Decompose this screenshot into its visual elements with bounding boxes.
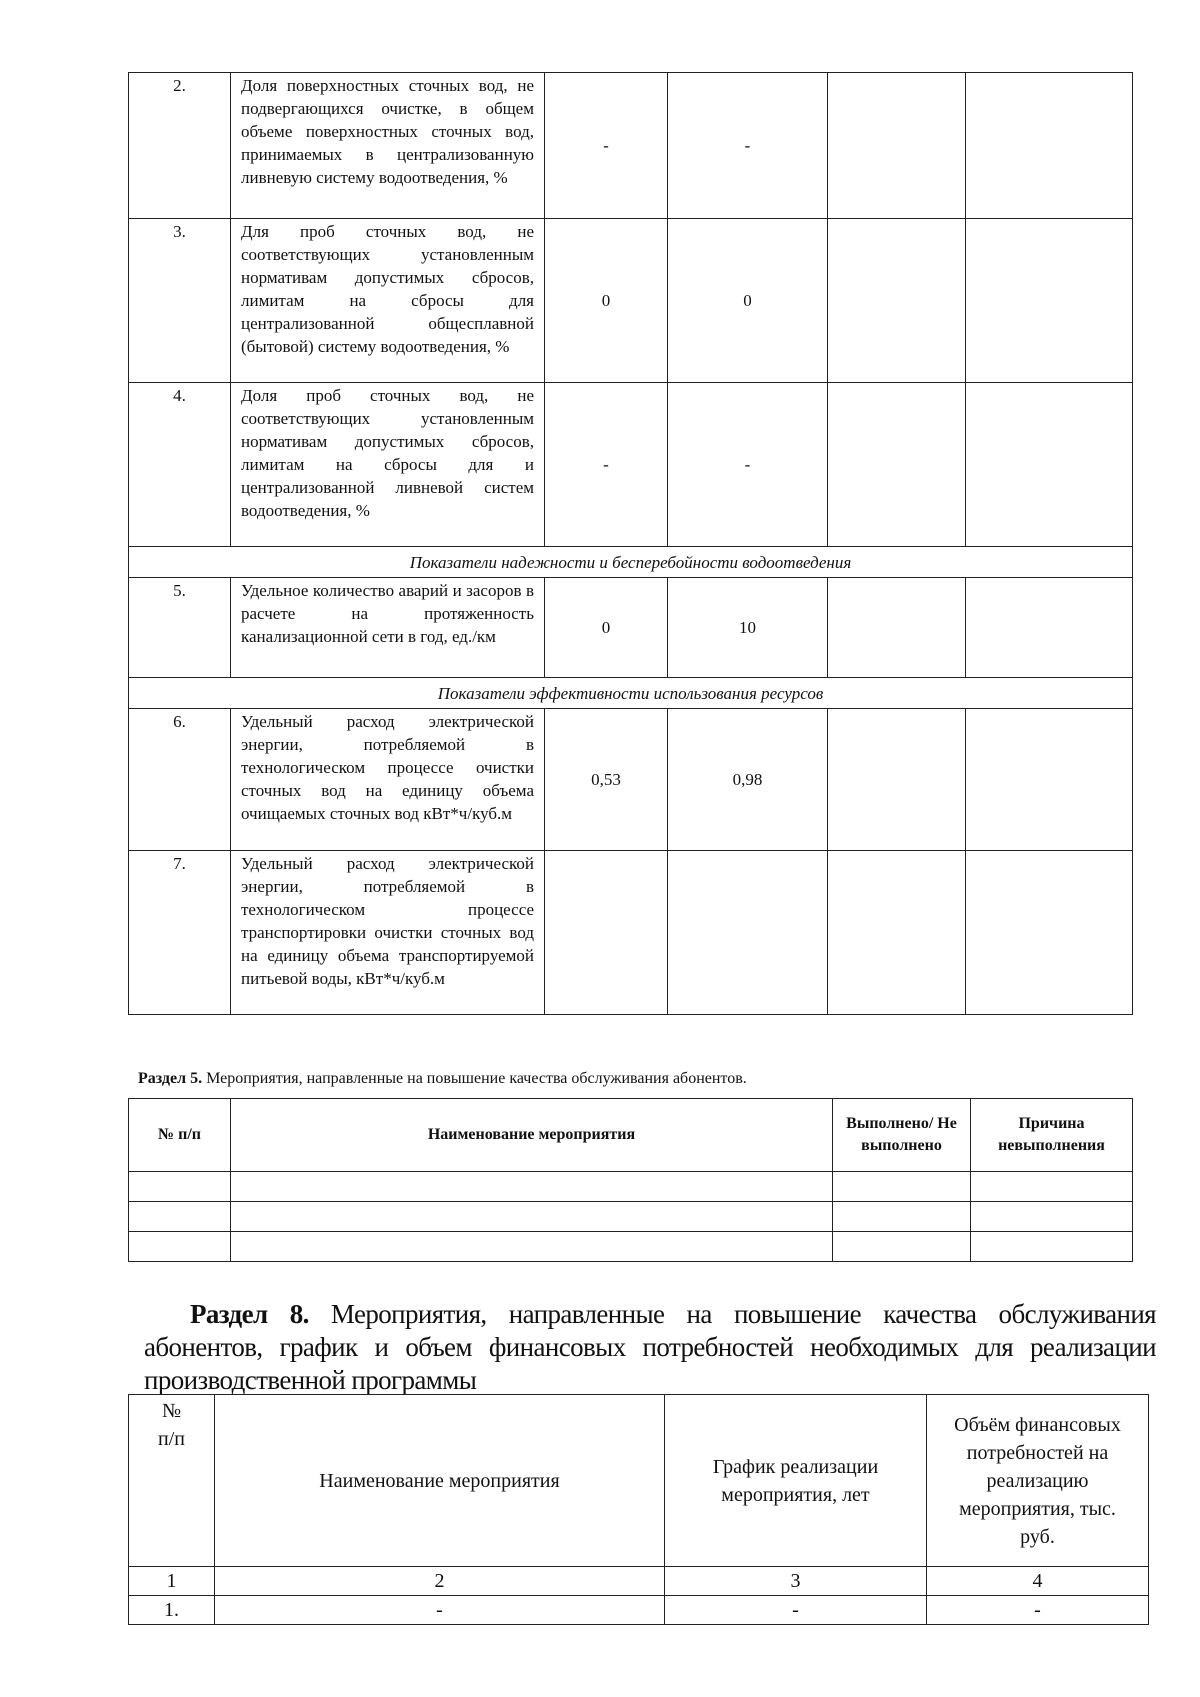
section5-title-bold: Раздел 5. (138, 1070, 203, 1087)
row-number: 2. (129, 73, 231, 219)
header-done: Выполнено/ Не выполнено (833, 1099, 971, 1172)
measure-schedule: - (665, 1596, 927, 1625)
indicator-name: Удельное количество аварий и засоров в расчете на протяженность канализационной сети в год, ед./км (231, 578, 545, 678)
section-caption-row (129, 547, 1133, 578)
indicator-value-1: 0 (545, 578, 668, 678)
table-row (129, 1172, 1133, 1202)
indicator-value-2: 0,98 (668, 709, 828, 851)
indicator-name: Удельный расход электрической энергии, потребляемой в технологическом процессе очистки сточных вод на единицу объема очищаемых сточных вод кВт*ч/куб.м (231, 709, 545, 851)
table-row (129, 1596, 1149, 1625)
col-number: 4 (927, 1567, 1149, 1596)
empty-cell (971, 1202, 1133, 1232)
section-caption-row (129, 678, 1133, 709)
indicator-value-2: - (668, 73, 828, 219)
empty-cell (828, 709, 966, 851)
empty-cell (129, 1172, 231, 1202)
empty-cell (828, 219, 966, 383)
row-number: 7. (129, 851, 231, 1015)
empty-cell (231, 1202, 833, 1232)
indicator-value-2: - (668, 383, 828, 547)
empty-cell (966, 709, 1133, 851)
indicator-value-2 (668, 851, 828, 1015)
header-reason: Причина невыполнения (971, 1099, 1133, 1172)
empty-cell (129, 1232, 231, 1262)
indicator-value-2: 10 (668, 578, 828, 678)
table-header-row (129, 1099, 1133, 1172)
indicator-name: Для проб сточных вод, не соответствующих установленным нормативам допустимых сбросов, лимитам на сбросы для централизованной общесплавной (бытовой) систему водоотведения, % (231, 219, 545, 383)
section8-title-bold: Раздел 8. (190, 1299, 309, 1329)
indicator-value-1: 0 (545, 219, 668, 383)
empty-cell (966, 578, 1133, 678)
row-number: 3. (129, 219, 231, 383)
section5-table (128, 1098, 1133, 1262)
col-number: 2 (215, 1567, 665, 1596)
empty-cell (966, 851, 1133, 1015)
col-number: 1 (129, 1567, 215, 1596)
header-name: Наименование мероприятия (215, 1395, 665, 1567)
empty-cell (129, 1202, 231, 1232)
row-number: 5. (129, 578, 231, 678)
header-schedule-text: График реализации мероприятия, лет (712, 1455, 879, 1506)
caption-reliability: Показатели надежности и бесперебойности водоотведения (129, 547, 1133, 578)
empty-cell (966, 383, 1133, 547)
column-numbers-row (129, 1567, 1149, 1596)
indicator-value-1: 0,53 (545, 709, 668, 851)
empty-cell (828, 578, 966, 678)
empty-cell (971, 1232, 1133, 1262)
empty-cell (828, 851, 966, 1015)
table-row (129, 1232, 1133, 1262)
empty-cell (828, 73, 966, 219)
row-number: 6. (129, 709, 231, 851)
header-num (129, 1395, 215, 1567)
empty-cell (231, 1172, 833, 1202)
measure-volume: - (927, 1596, 1149, 1625)
indicator-value-1: - (545, 73, 668, 219)
indicator-value-1: - (545, 383, 668, 547)
row-number: 4. (129, 383, 231, 547)
table-row (129, 219, 1133, 383)
table-row (129, 1202, 1133, 1232)
section8-title-text: Мероприятия, направленные на повышение качества обслуживания абонентов, график и объем финансовых потребностей необходимых для реализации производственной программы (144, 1299, 1156, 1395)
empty-cell (828, 383, 966, 547)
empty-cell (833, 1202, 971, 1232)
indicators-table (128, 72, 1133, 1015)
caption-efficiency: Показатели эффективности использования ресурсов (129, 678, 1133, 709)
empty-cell (966, 73, 1133, 219)
row-number: 1. (129, 1596, 215, 1625)
header-num-text: № п/п (158, 1400, 185, 1450)
section8-table (128, 1394, 1149, 1625)
header-volume-text: Объём финансовых потребностей на реализацию мероприятия, тыс. руб. (954, 1413, 1121, 1548)
header-num: № п/п (129, 1099, 231, 1172)
indicator-name: Доля поверхностных сточных вод, не подвергающихся очистке, в общем объеме поверхностных сточных вод, принимаемых в централизованную ливневую систему водоотведения, % (231, 73, 545, 219)
empty-cell (971, 1172, 1133, 1202)
table-row (129, 578, 1133, 678)
header-volume (927, 1395, 1149, 1567)
table-row (129, 73, 1133, 219)
empty-cell (231, 1232, 833, 1262)
indicator-value-2: 0 (668, 219, 828, 383)
header-name: Наименование мероприятия (231, 1099, 833, 1172)
table-row (129, 851, 1133, 1015)
empty-cell (966, 219, 1133, 383)
section8-title (144, 1298, 1156, 1397)
header-schedule (665, 1395, 927, 1567)
empty-cell (833, 1232, 971, 1262)
measure-name: - (215, 1596, 665, 1625)
col-number: 3 (665, 1567, 927, 1596)
empty-cell (833, 1172, 971, 1202)
section5-title (138, 1070, 747, 1088)
table-header-row (129, 1395, 1149, 1567)
table-row (129, 383, 1133, 547)
indicator-value-1 (545, 851, 668, 1015)
indicator-name: Доля проб сточных вод, не соответствующих установленным нормативам допустимых сбросов, лимитам на сбросы для и централизованной ливневой систем водоотведения, % (231, 383, 545, 547)
indicator-name: Удельный расход электрической энергии, потребляемой в технологическом процессе транспортировки очистки сточных вод на единицу объема транспортируемой питьевой воды, кВт*ч/куб.м (231, 851, 545, 1015)
table-row (129, 709, 1133, 851)
section5-title-text: Мероприятия, направленные на повышение качества обслуживания абонентов. (202, 1070, 747, 1087)
